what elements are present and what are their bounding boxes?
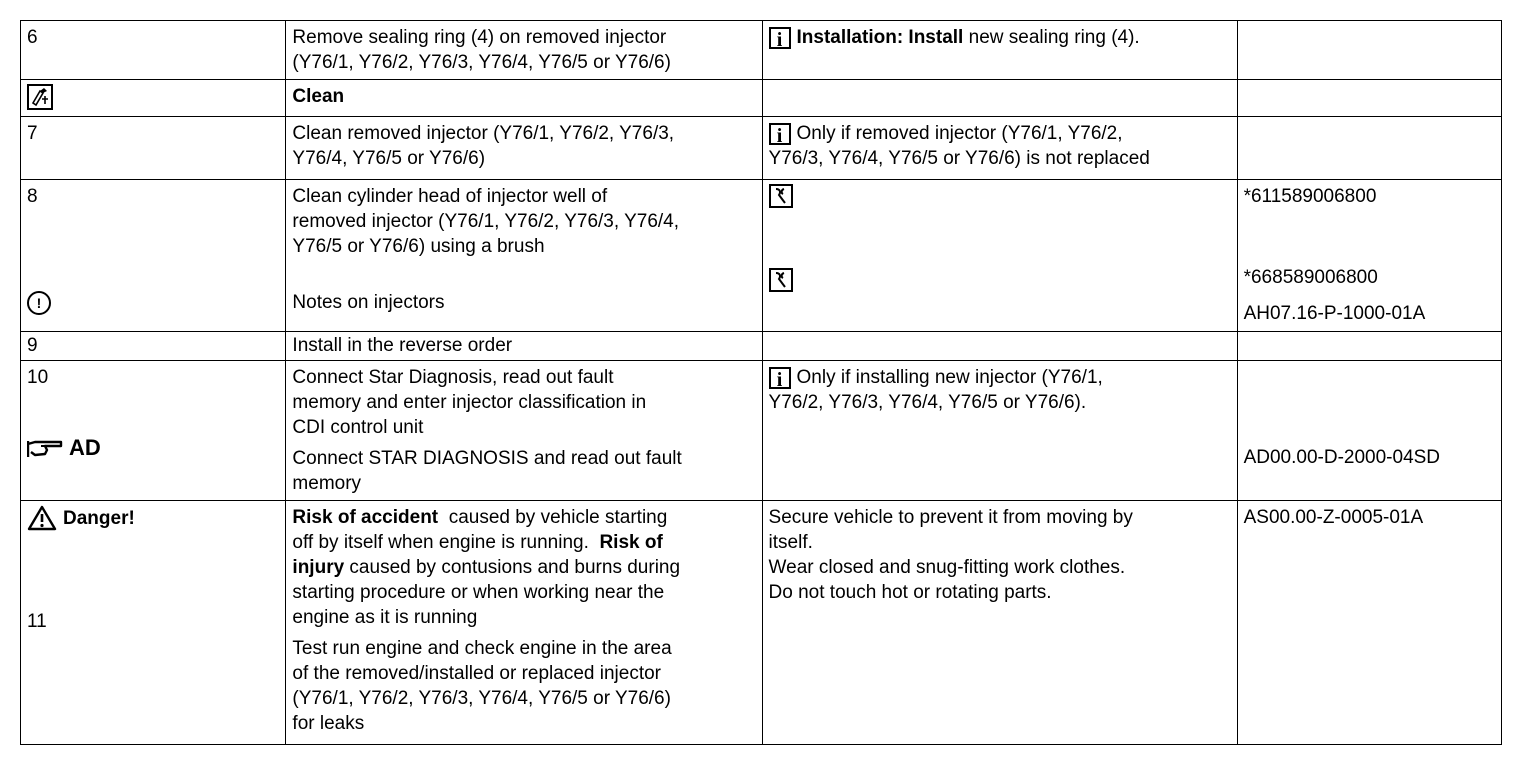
notes-link[interactable]: Notes on injectors (292, 292, 445, 313)
step-number: Danger! 11 (21, 501, 286, 745)
info-icon (769, 27, 791, 49)
step-action: Remove sealing ring (4) on removed injector (Y76/1, Y76/2, Y76/3, Y76/4, Y76/5 or Y76/6) (286, 21, 762, 80)
table-row (21, 361, 1502, 501)
document-reference[interactable]: AH07.16-P-1000-01A (1243, 303, 1426, 324)
step-note: iOnly if installing new injector (Y76/1, Y76/2, Y76/3, Y76/4, Y76/5 or Y76/6). (762, 361, 1237, 501)
step-reference (1237, 117, 1501, 180)
step-number: 7 (21, 117, 286, 180)
step-action: Clean removed injector (Y76/1, Y76/2, Y76/3, Y76/4, Y76/5 or Y76/6) (286, 117, 762, 180)
step-note (762, 332, 1237, 361)
table-row (21, 332, 1502, 361)
document-reference[interactable]: AD00.00-D-2000-04SD (1243, 447, 1441, 468)
table-row (21, 501, 1502, 745)
clean-icon (27, 84, 53, 110)
special-tool-icon (769, 268, 793, 292)
section-title: Clean (286, 80, 762, 117)
step-reference (1237, 180, 1501, 332)
step-number (21, 80, 286, 117)
table-row (21, 180, 1502, 332)
step-number: 8 ! (21, 180, 286, 332)
step-note: iOnly if removed injector (Y76/1, Y76/2, Y76/3, Y76/4, Y76/5 or Y76/6) is not replaced (762, 117, 1237, 180)
step-number: 9 (21, 332, 286, 361)
step-action: Clean cylinder head of injector well of removed injector (Y76/1, Y76/2, Y76/3, Y76/4, Y76/5 or Y76/6) using a brush Notes on injectors (286, 180, 762, 332)
table-row (21, 21, 1502, 80)
info-icon (769, 123, 791, 145)
note-icon: ! (27, 291, 51, 315)
warning-triangle-icon (27, 505, 63, 531)
danger-label: Danger! (63, 507, 135, 529)
tool-number[interactable]: *668589006800 (1243, 267, 1378, 288)
step-number: 6 (21, 21, 286, 80)
special-tool-icon (769, 184, 793, 208)
table-row (21, 117, 1502, 180)
step-action: Connect Star Diagnosis, read out fault memory and enter injector classification in CDI control unit Connect STAR DIAGNOSIS and read out fault memory (286, 361, 762, 501)
tool-number[interactable]: *611589006800 (1243, 186, 1377, 207)
step-reference (1237, 21, 1501, 80)
diagnosis-label: AD (69, 435, 101, 460)
step-reference (1237, 80, 1501, 117)
step-action: Install in the reverse order (286, 332, 762, 361)
step-reference (1237, 501, 1501, 745)
step-action: Risk of accident caused by vehicle starting off by itself when engine is running. Risk of injury caused by contusions and burns during starting procedure or when working near the engine as it is running Test run engine and check engine in the area of the removed/installed or replaced injector (Y76/1, Y76/2, Y76/3, Y76/4, Y76/5 or Y76/6) for leaks (286, 501, 762, 745)
info-icon (769, 367, 791, 389)
procedure-table (20, 20, 1502, 745)
document-reference[interactable]: AS00.00-Z-0005-01A (1243, 507, 1424, 528)
step-note (762, 180, 1237, 332)
step-number: 10 AD (21, 361, 286, 501)
step-note (762, 80, 1237, 117)
step-reference (1237, 361, 1501, 501)
step-note: Secure vehicle to prevent it from moving by itself. Wear closed and snug-fitting work clothes. Do not touch hot or rotating parts. (762, 501, 1237, 745)
step-note: iInstallation: Install new sealing ring (4). (762, 21, 1237, 80)
step-reference (1237, 332, 1501, 361)
pointing-hand-icon (27, 437, 69, 459)
table-row (21, 80, 1502, 117)
